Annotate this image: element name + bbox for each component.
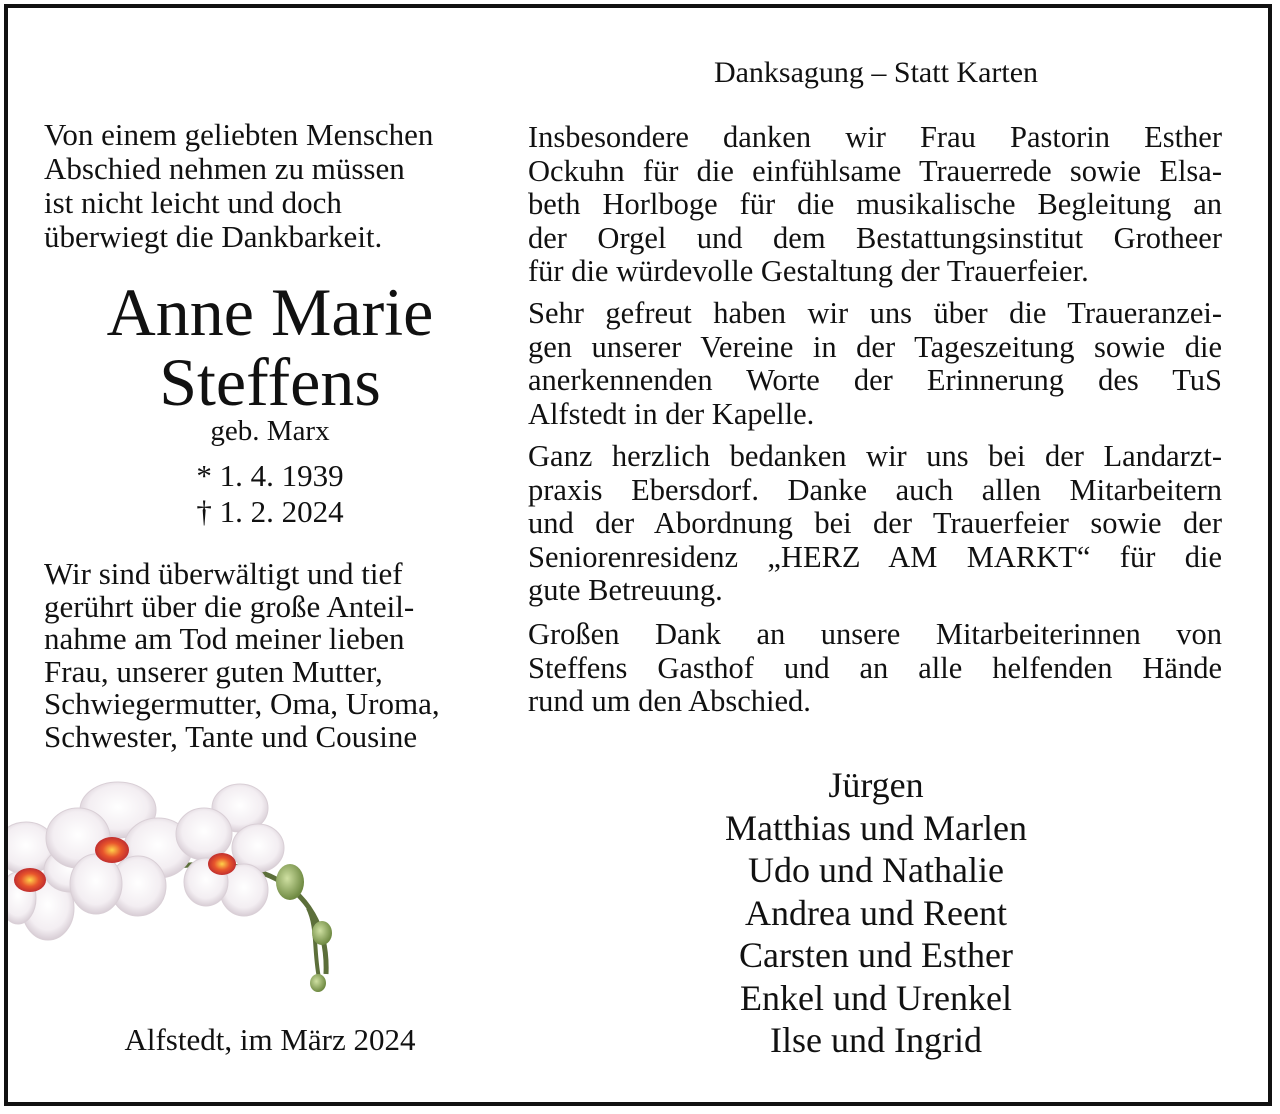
heading: Danksagung – Statt Karten [713,56,1039,89]
signature-line: Andrea und Reent [745,892,1007,933]
intro-line: ist nicht leicht und doch [44,185,342,220]
intro-line: überwiegt die Dankbarkeit. [44,219,383,254]
signature-line: Enkel und Urenkel [740,977,1012,1018]
left-thanks-text [44,558,440,753]
orchid-illustration [8,778,338,998]
intro-line: Abschied nehmen zu müssen [44,151,405,186]
signature-line: Udo und Nathalie [748,850,1004,890]
signature-line: Carsten und Esther [739,935,1013,975]
paragraph-line: gute Betreuung. [528,573,723,607]
paragraph-line: der Orgel und dem Bestattungsinstitut Grotheer [528,220,1222,255]
paragraph-line: Steffens Gasthof und an alle helfenden Hände [528,650,1222,685]
paragraph [528,297,1222,431]
paragraph-line: für die würdevolle Gestaltung der Trauerfeier. [528,254,1089,288]
paragraph-line: praxis Ebersdorf. Danke auch allen Mitarbeitern [528,472,1222,507]
signatures [526,764,1226,1062]
paragraph-line: und der Abordnung bei der Trauerfeier sowie der [528,506,1222,540]
signature-line: Jürgen [828,765,924,805]
left-thanks-line: Wir sind überwältigt und tief [44,556,403,591]
place-date: Alfstedt, im März 2024 [124,1022,416,1057]
paragraph-line: Insbesondere danken wir Frau Pastorin Esther [528,120,1222,154]
paragraph-line: beth Horlboge für die musikalische Begleitung an [528,187,1222,221]
paragraph-line: Alfstedt in der Kapelle. [528,396,815,431]
left-thanks-line: nahme am Tod meiner lieben [44,621,405,656]
birth-date: * 1. 4. 1939 [196,458,344,493]
left-thanks-line: Frau, unserer guten Mutter, [44,653,383,689]
paragraph [528,440,1222,608]
signature-line: Ilse und Ingrid [770,1020,982,1060]
paragraph-line: gen unserer Vereine in der Tageszeitung sowie die [528,329,1222,364]
paragraph-line: Ockuhn für die einfühlsame Trauerrede sowie Elsa- [528,153,1222,188]
left-thanks-line: Schwiegermutter, Oma, Uroma, [44,686,440,721]
paragraph [528,121,1222,289]
paragraph-line: rund um den Abschied. [528,684,811,718]
deceased-name-last: Steffens [159,344,381,420]
intro-text [44,118,433,254]
paragraph-line: Seniorenresidenz „HERZ AM MARKT“ für die [528,539,1222,574]
signature-line: Matthias und Marlen [725,807,1027,848]
intro-line: Von einem geliebten Menschen [44,117,434,152]
death-date: † 1. 2. 2024 [196,494,344,529]
paragraph-line: Großen Dank an unsere Mitarbeiterinnen von [528,617,1222,651]
left-thanks-line: Schwester, Tante und Cousine [44,718,418,754]
paragraph-line: Sehr gefreut haben wir uns über die Traueranzei- [528,296,1222,330]
left-thanks-line: gerührt über die große Anteil- [44,588,415,624]
paragraph-line: Ganz herzlich bedanken wir uns bei der Landarzt- [528,439,1222,473]
paragraph [528,618,1222,719]
deceased-name-first: Anne Marie [106,274,434,350]
maiden-name: geb. Marx [210,415,330,447]
paragraph-line: anerkennenden Worte der Erinnerung des TuS [528,363,1222,397]
